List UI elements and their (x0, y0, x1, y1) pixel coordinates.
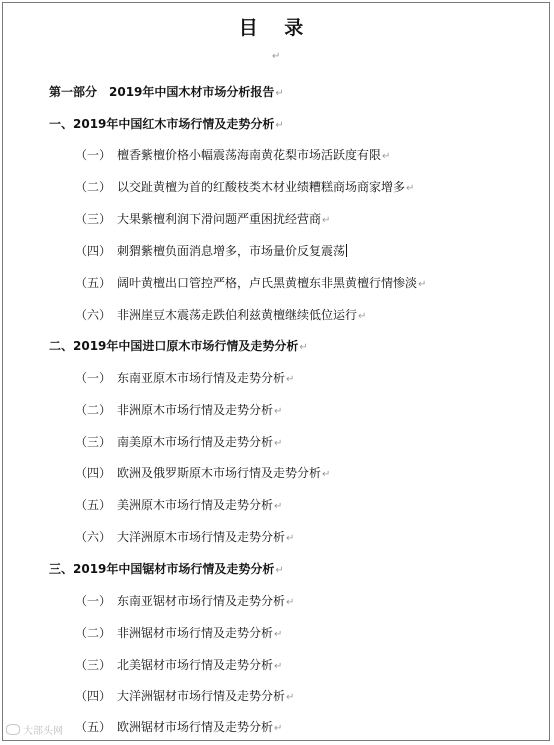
toc-entry[interactable]: （二） 以交趾黄檀为首的红酸枝类木材业绩糟糕商场商家增多↵ (75, 180, 415, 194)
part-heading-text: 第一部分 2019年中国木材市场分析报告 (49, 85, 275, 99)
watermark-logo-icon (6, 724, 20, 735)
toc-entry[interactable]: （三） 大果紫檀利润下滑问题严重困扰经营商↵ (75, 212, 331, 226)
toc-entry[interactable]: （三） 南美原木市场行情及走势分析↵ (75, 435, 283, 449)
part-heading[interactable]: 第一部分 2019年中国木材市场分析报告↵ (49, 85, 284, 99)
document-page (2, 2, 550, 741)
section-heading-1[interactable]: 一、2019年中国红木市场行情及走势分析↵ (49, 117, 284, 131)
toc-entry[interactable]: （一） 东南亚锯材市场行情及走势分析↵ (75, 594, 295, 608)
toc-entry[interactable]: （三） 北美锯材市场行情及走势分析↵ (75, 658, 283, 672)
toc-entry[interactable]: （二） 非洲锯材市场行情及走势分析↵ (75, 626, 283, 640)
toc-entry[interactable]: （六） 大洋洲原木市场行情及走势分析↵ (75, 530, 295, 544)
toc-entry[interactable]: （五） 阔叶黄檀出口管控严格，卢氏黑黄檀东非黑黄檀行情惨淡↵ (75, 276, 427, 290)
toc-entry[interactable]: （一） 檀香紫檀价格小幅震荡海南黄花梨市场活跃度有限↵ (75, 148, 391, 162)
toc-entry[interactable]: （一） 东南亚原木市场行情及走势分析↵ (75, 371, 295, 385)
toc-entry[interactable]: （五） 欧洲锯材市场行情及走势分析↵ (75, 720, 283, 734)
toc-entry[interactable]: （五） 美洲原木市场行情及走势分析↵ (75, 498, 283, 512)
toc-entry[interactable]: （四） 刺猬紫檀负面消息增多，市场量价反复震荡 (75, 244, 346, 258)
text-cursor (346, 244, 347, 257)
toc-entry[interactable]: （四） 大洋洲锯材市场行情及走势分析↵ (75, 689, 295, 703)
toc-entry[interactable]: （二） 非洲原木市场行情及走势分析↵ (75, 403, 283, 417)
section-heading-3[interactable]: 三、2019年中国锯材市场行情及走势分析↵ (49, 562, 284, 576)
section-heading-2[interactable]: 二、2019年中国进口原木市场行情及走势分析↵ (49, 339, 308, 353)
watermark: 大部头网 (6, 722, 63, 737)
paragraph-mark: ↵ (272, 51, 281, 62)
toc-title: 目 录 (238, 17, 314, 39)
toc-entry[interactable]: （四） 欧洲及俄罗斯原木市场行情及走势分析↵ (75, 466, 331, 480)
toc-entry[interactable]: （六） 非洲崖豆木震荡走跌伯利兹黄檀继续低位运行↵ (75, 308, 367, 322)
